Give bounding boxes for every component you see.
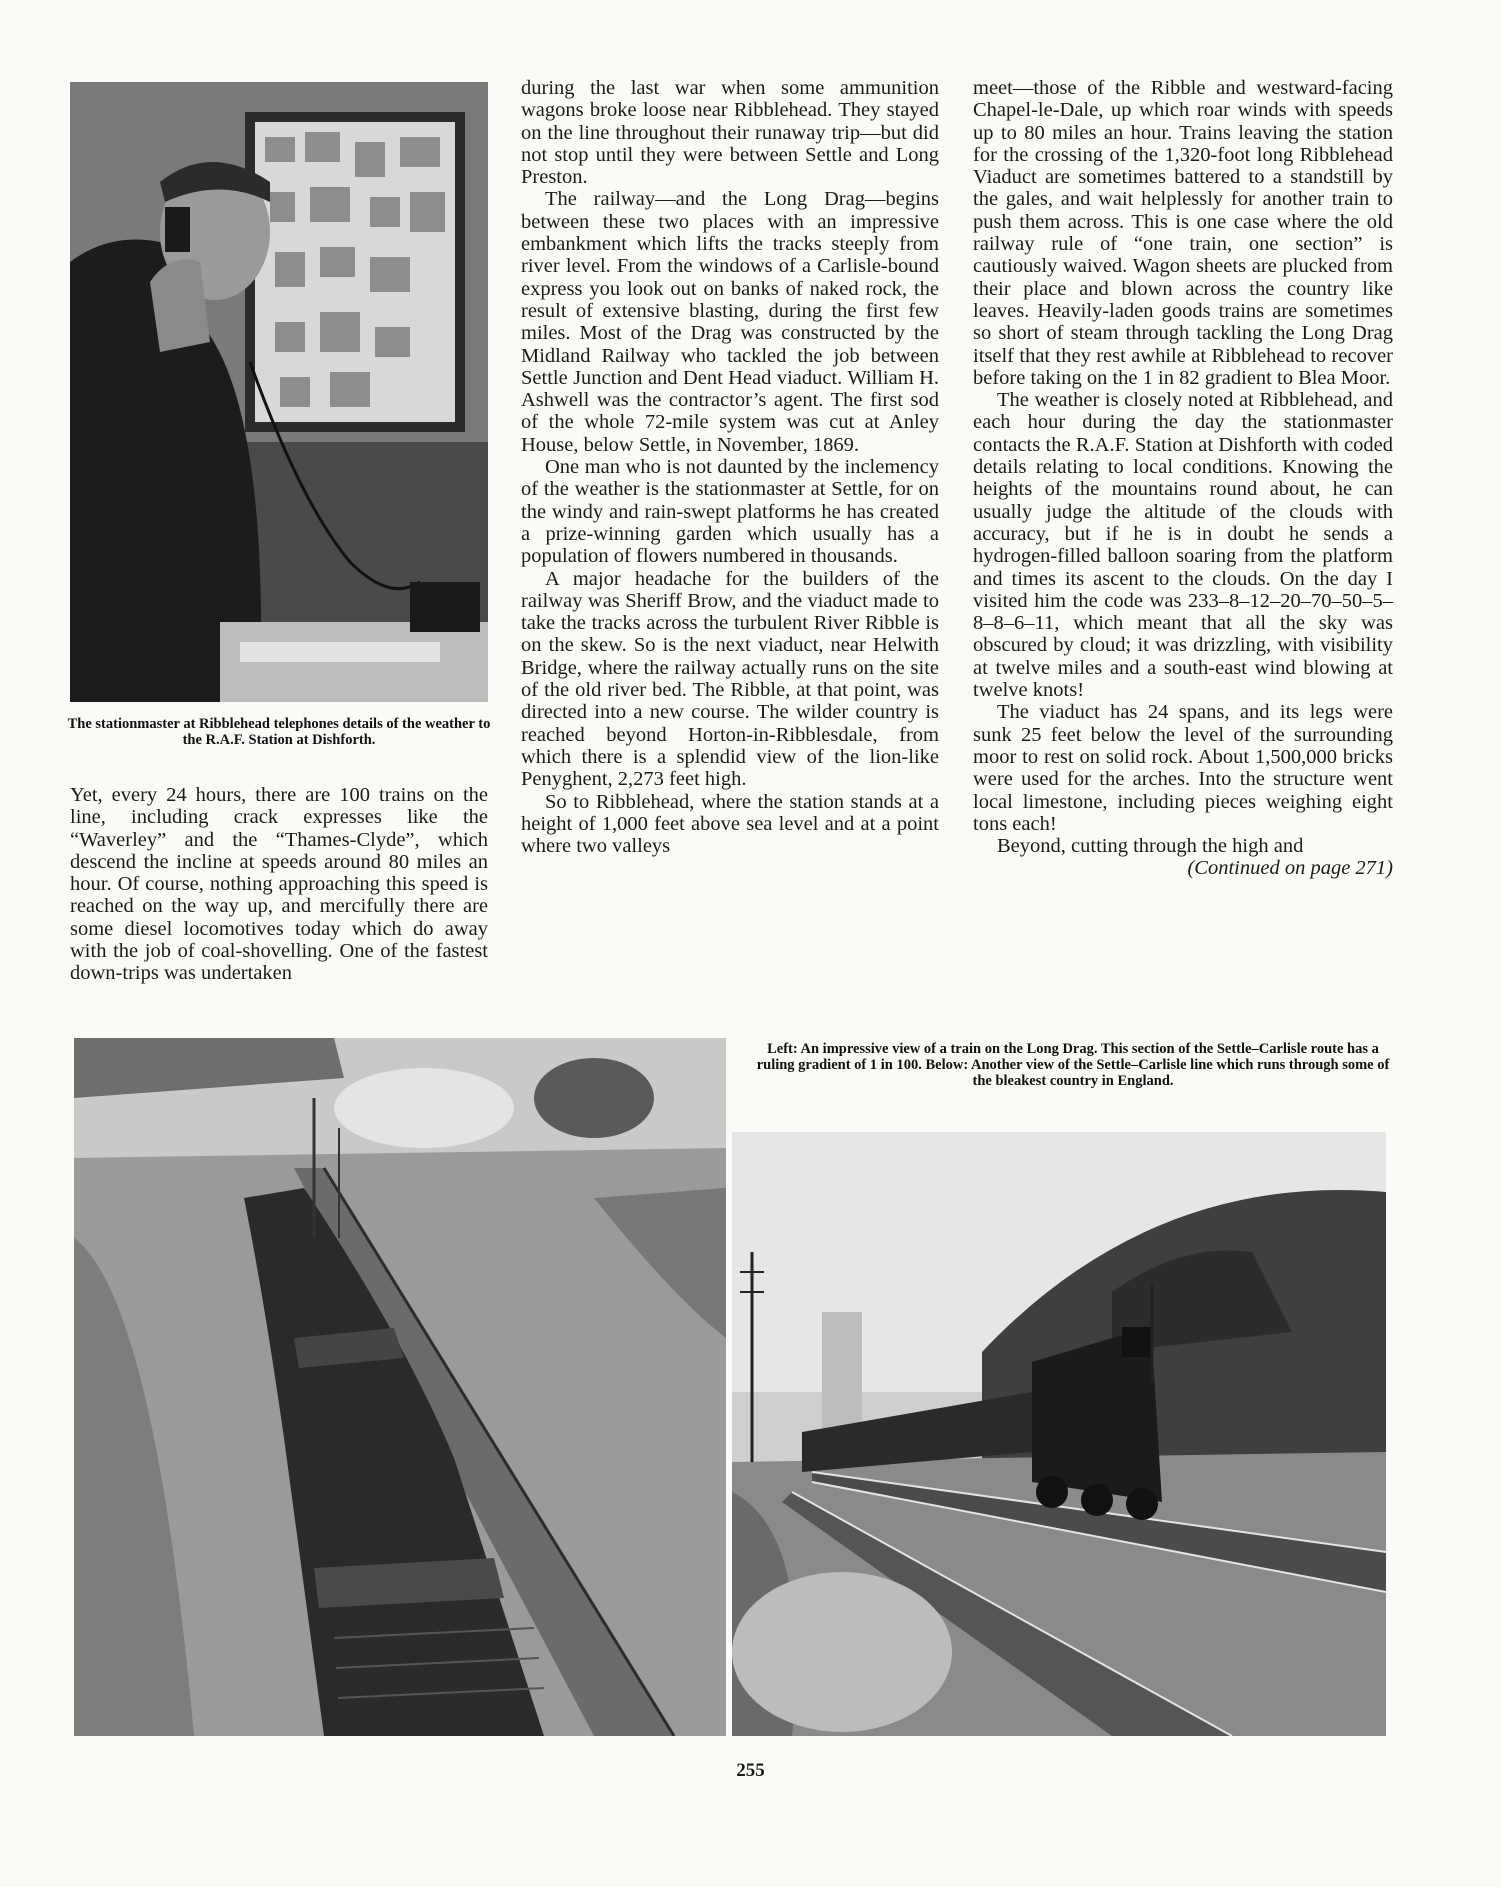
page-number: 255 [736, 1760, 765, 1781]
article-paragraph: So to Ribblehead, where the station stands at a height of 1,000 feet above sea level and at a point where two valleys [521, 790, 939, 858]
continued-note: (Continued on page 271) [1187, 857, 1393, 880]
article-paragraph: meet—those of the Ribble and westward-facing Chapel-le-Dale, up which roar winds with speeds up to 80 miles an hour. Trains leaving the station for the crossing of the 1,320-foot long Ribblehead Viaduct are sometimes battered to a standstill by the gales, and wait helplessly for another train to push them across. This is one case where the old railway rule of “one train, one section” is cautiously waived. Wagon sheets are plucked from their place and blown across the country like leaves. Heavily-laden goods trains are sometimes so short of steam through tackling the Long Drag itself that they rest awhile at Ribblehead to recover before taking on the 1 in 82 gradient to Blea Moor. [973, 77, 1393, 389]
article-column-1 [70, 784, 488, 985]
article-paragraph: Beyond, cutting through the high and [997, 835, 1304, 858]
article-column-2 [521, 77, 939, 857]
article-paragraph: The viaduct has 24 spans, and its legs were sunk 25 feet below the level of the surrounding moor to rest on solid rock. About 1,500,000 bricks were used for the arches. Into the structure went local limestone, including pieces weighing eight tons each! [973, 701, 1393, 835]
article-paragraph: A major headache for the builders of the railway was Sheriff Brow, and the viaduct made to take the tracks across the turbulent River Ribble is on the skew. So is the next viaduct, near Helwith Bridge, where the railway actually runs on the site of the old river bed. The Ribble, at that point, was directed into a new course. The wilder country is reached beyond Horton-in-Ribblesdale, from which there is a splendid view of the lion-like Penyghent, 2,273 feet high. [521, 567, 939, 791]
stationmaster-photo-caption: The stationmaster at Ribblehead telephones details of the weather to the R.A.F. Station at Dishforth. [67, 716, 491, 748]
long-drag-train-photo [74, 1038, 726, 1736]
train-photos-caption: Left: An impressive view of a train on the Long Drag. This section of the Settle–Carlisle route has a ruling gradient of 1 in 100. Below: Another view of the Settle–Carlisle line which runs through some of the bleakest country in England. [756, 1041, 1390, 1089]
article-paragraph: The weather is closely noted at Ribblehead, and each hour during the day the stationmaster contacts the R.A.F. Station at Dishforth with coded details relating to local conditions. Knowing the heights of the mountains round about, he can usually judge the altitude of the clouds with accuracy, but if he is in doubt he sends a hydrogen-filled balloon soaring from the platform and times its ascent to the clouds. On the day I visited him the code was 233–8–12–20–70–50–5–8–8–6–11, which meant that all the sky was obscured by cloud; it was drizzling, with visibility at twelve miles and a south-east wind blowing at twelve knots! [973, 389, 1393, 702]
article-paragraph: The railway—and the Long Drag—begins between these two places with an impressive embankment which lifts the tracks steeply from river level. From the windows of a Carlisle-bound express you look out on banks of naked rock, the result of extensive blasting, during the first few miles. Most of the Drag was constructed by the Midland Railway who tackled the job between Settle Junction and Dent Head viaduct. William H. Ashwell was the contractor’s agent. The first sod of the whole 72-mile system was cut at Anley House, below Settle, in November, 1869. [521, 188, 939, 456]
stationmaster-photo [70, 82, 488, 702]
settle-carlisle-locomotive-photo [732, 1132, 1386, 1736]
article-paragraph: One man who is not daunted by the inclemency of the weather is the stationmaster at Settle, for on the windy and rain-swept platforms he has created a prize-winning garden which usually has a population of flowers numbered in thousands. [521, 456, 939, 568]
article-paragraph: Yet, every 24 hours, there are 100 trains on the line, including crack expresses like the “Waverley” and the “Thames-Clyde”, which descend the incline at speeds around 80 miles an hour. Of course, nothing approaching this speed is reached on the way up, and mercifully there are some diesel locomotives today which do away with the job of coal-shovelling. One of the fastest down-trips was undertaken [70, 784, 488, 985]
article-column-3 [973, 77, 1393, 880]
article-paragraph: during the last war when some ammunition wagons broke loose near Ribblehead. They stayed on the line throughout their runaway trip—but did not stop until they were between Settle and Long Preston. [521, 77, 939, 189]
